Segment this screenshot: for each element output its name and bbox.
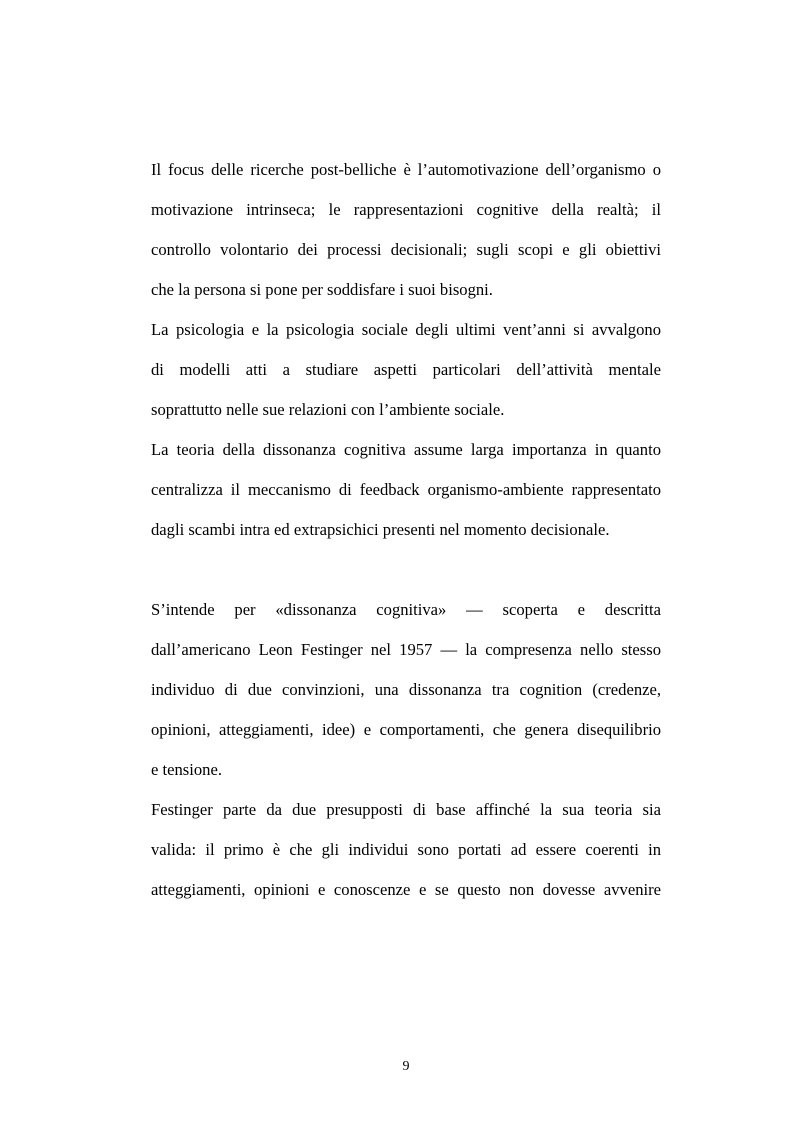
paragraph-line: motivazione intrinseca; le rappresentazioni cognitive della realtà; il (151, 200, 661, 219)
paragraph-line: La teoria della dissonanza cognitiva assume larga importanza in quanto (151, 440, 661, 459)
paragraph-line: centralizza il meccanismo di feedback organismo-ambiente rappresentato (151, 480, 661, 499)
paragraph-line: atteggiamenti, opinioni e conoscenze e se questo non dovesse avvenire (151, 880, 661, 899)
paragraph-line: valida: il primo è che gli individui sono portati ad essere coerenti in (151, 840, 661, 859)
paragraph-line: e tensione. (151, 760, 222, 779)
paragraph-festinger-assumptions (151, 790, 661, 910)
paragraph-line: di modelli atti a studiare aspetti particolari dell’attività mentale (151, 360, 661, 379)
paragraph-post-war-research-focus (151, 150, 661, 310)
paragraph-line: soprattutto nelle sue relazioni con l’ambiente sociale. (151, 400, 505, 419)
paragraph-dissonance-theory-importance (151, 430, 661, 550)
page-number: 9 (402, 1059, 410, 1074)
paragraph-line: dall’americano Leon Festinger nel 1957 — la compresenza nello stesso (151, 640, 661, 659)
paragraph-line: Il focus delle ricerche post-belliche è l’automotivazione dell’organismo o (151, 160, 661, 179)
paragraph-line: Festinger parte da due presupposti di base affinché la sua teoria sia (151, 800, 661, 819)
paragraph-line: La psicologia e la psicologia sociale degli ultimi vent’anni si avvalgono (151, 320, 661, 339)
paragraph-line: opinioni, atteggiamenti, idee) e comportamenti, che genera disequilibrio (151, 720, 661, 739)
paragraph-social-psychology-models (151, 310, 661, 430)
paragraph-line: che la persona si pone per soddisfare i suoi bisogni. (151, 280, 493, 299)
paragraph-line: S’intende per «dissonanza cognitiva» — scoperta e descritta (151, 600, 661, 619)
paragraph-line: dagli scambi intra ed extrapsichici presenti nel momento decisionale. (151, 520, 610, 539)
paragraph-dissonance-definition (151, 590, 661, 790)
paragraph-line: controllo volontario dei processi decisionali; sugli scopi e gli obiettivi (151, 240, 661, 259)
paragraph-line: individuo di due convinzioni, una dissonanza tra cognition (credenze, (151, 680, 661, 699)
